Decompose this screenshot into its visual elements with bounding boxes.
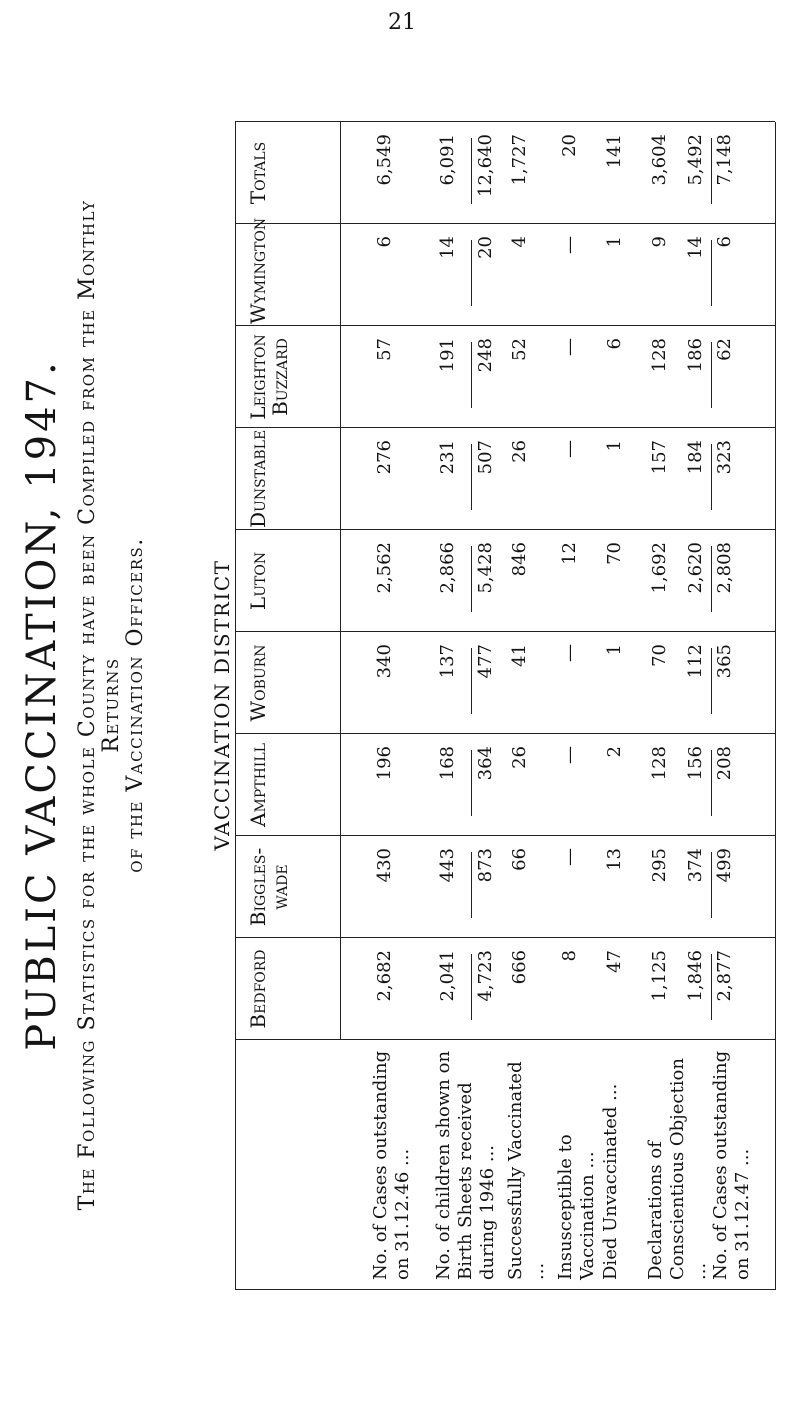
table-cell: 846 xyxy=(509,542,530,577)
table-cell: 1 xyxy=(604,236,625,248)
subtotal-cell: 186 xyxy=(685,338,706,373)
column-rule xyxy=(235,937,775,938)
subtotal-cell: 20 xyxy=(475,236,496,259)
subtotal-rule xyxy=(471,750,472,816)
table-cell: 9 xyxy=(649,236,670,248)
heading-block xyxy=(18,180,148,1230)
subtotal-rule xyxy=(711,138,712,204)
table-cell: 128 xyxy=(649,746,670,781)
table-cell: 14 xyxy=(437,236,458,259)
column-rule xyxy=(235,223,775,224)
table-cell: 2,866 xyxy=(437,542,458,594)
table-cell: 6 xyxy=(604,338,625,350)
column-rule xyxy=(235,631,775,632)
table-cell: 70 xyxy=(649,644,670,667)
page-title: PUBLIC VACCINATION, 1947. xyxy=(19,359,65,1051)
table-cell: 70 xyxy=(604,542,625,565)
table-cell: 196 xyxy=(374,746,395,781)
table-cell: 6,091 xyxy=(437,134,458,186)
table-cell: 276 xyxy=(374,440,395,475)
column-rule xyxy=(235,733,775,734)
subtotal-rule xyxy=(711,240,712,306)
table-cell: 430 xyxy=(374,848,395,883)
table-cell: 26 xyxy=(509,440,530,463)
subtitle-line-2: of the Vaccination Officers. xyxy=(123,537,148,873)
table-bottom-rule xyxy=(775,122,776,1290)
subtitle xyxy=(76,180,148,1230)
table-cell: 8 xyxy=(559,950,580,962)
table-cell: 128 xyxy=(649,338,670,373)
district-heading: VACCINATION DISTRICT xyxy=(210,559,234,851)
column-header: Wymington xyxy=(246,217,270,324)
column-header: Luton xyxy=(246,551,270,611)
subtotal-cell: 364 xyxy=(475,746,496,781)
table-cell: 1,692 xyxy=(649,542,670,594)
subtotal-cell: 2,620 xyxy=(685,542,706,594)
subtotal-cell: 477 xyxy=(475,644,496,679)
table-cell: — xyxy=(559,338,580,356)
subtotal-rule xyxy=(711,546,712,612)
table-cell: 26 xyxy=(509,746,530,769)
table-cell: — xyxy=(559,848,580,866)
header-bottom-rule xyxy=(340,122,341,1040)
row-label: Declarations of Conscientious Objection ... xyxy=(645,1058,710,1280)
subtotal-rule xyxy=(471,342,472,408)
row-label: No. of children shown on Birth Sheets received during 1946 ... xyxy=(433,1050,498,1280)
subtotal-rule xyxy=(471,852,472,918)
subtotal-rule xyxy=(711,954,712,1020)
subtotal-cell: 184 xyxy=(685,440,706,475)
column-header: Leighton Buzzard xyxy=(246,334,292,420)
table-cell: 6 xyxy=(374,236,395,248)
table-cell: 13 xyxy=(604,848,625,871)
table-top-rule xyxy=(235,122,236,1290)
table-cell: 4 xyxy=(509,236,530,248)
table-cell: — xyxy=(559,746,580,764)
table-cell: 2,562 xyxy=(374,542,395,594)
table-cell: 2,877 xyxy=(714,950,735,1002)
column-header: Bedford xyxy=(246,949,270,1029)
subtotal-rule xyxy=(711,648,712,714)
statistics-table xyxy=(175,120,785,1290)
row-label: No. of Cases outstanding on 31.12.46 ... xyxy=(370,1050,413,1280)
row-label: Died Unvaccinated ... xyxy=(600,1083,621,1280)
table-cell: 57 xyxy=(374,338,395,361)
column-rule xyxy=(235,427,775,428)
column-header: Totals xyxy=(246,141,270,205)
subtotal-cell: 14 xyxy=(685,236,706,259)
table-cell: 7,148 xyxy=(714,134,735,186)
table-cell: 2,041 xyxy=(437,950,458,1002)
table-cell: — xyxy=(559,236,580,254)
subtotal-rule xyxy=(471,138,472,204)
table-cell: 62 xyxy=(714,338,735,361)
table-cell: 141 xyxy=(604,134,625,169)
subtotal-cell: 12,640 xyxy=(475,134,496,197)
table-cell: 340 xyxy=(374,644,395,679)
subtotal-cell: 1,846 xyxy=(685,950,706,1002)
subtotal-rule xyxy=(471,954,472,1020)
table-cell: 66 xyxy=(509,848,530,871)
subtotal-rule xyxy=(471,444,472,510)
table-cell: 137 xyxy=(437,644,458,679)
subtotal-cell: 248 xyxy=(475,338,496,373)
table-cell: 41 xyxy=(509,644,530,667)
table-cell: 6,549 xyxy=(374,134,395,186)
subtotal-cell: 156 xyxy=(685,746,706,781)
row-label: No. of Cases outstanding on 31.12.47 ... xyxy=(710,1050,753,1280)
subtotal-cell: 5,428 xyxy=(475,542,496,594)
table-cell: 47 xyxy=(604,950,625,973)
subtotal-cell: 873 xyxy=(475,848,496,883)
column-header: Ampthill xyxy=(246,743,270,827)
table-cell: 1,125 xyxy=(649,950,670,1002)
table-cell: 365 xyxy=(714,644,735,679)
subtotal-cell: 4,723 xyxy=(475,950,496,1002)
subtotal-rule xyxy=(711,342,712,408)
subtotal-rule xyxy=(471,240,472,306)
table-cell: 2 xyxy=(604,746,625,758)
column-header: Biggles-wade xyxy=(246,847,292,927)
table-cell: 157 xyxy=(649,440,670,475)
subtotal-cell: 507 xyxy=(475,440,496,475)
subtitle-line-1: The Following Statistics for the whole County have been Compiled from the Monthly Returns xyxy=(75,199,124,1211)
row-label: Successfully Vaccinated ... xyxy=(505,1061,548,1280)
table-cell: 323 xyxy=(714,440,735,475)
table-cell: 3,604 xyxy=(649,134,670,186)
table-cell: 52 xyxy=(509,338,530,361)
table-cell: 168 xyxy=(437,746,458,781)
column-header: Woburn xyxy=(246,644,270,722)
table-cell: 208 xyxy=(714,746,735,781)
row-label: Insusceptible to Vaccination ... xyxy=(555,1134,598,1280)
table-cell: 666 xyxy=(509,950,530,985)
table-cell: 1 xyxy=(604,644,625,656)
column-rule xyxy=(235,121,775,122)
subtotal-cell: 5,492 xyxy=(685,134,706,186)
table-cell: 12 xyxy=(559,542,580,565)
table-cell: 2,682 xyxy=(374,950,395,1002)
subtotal-rule xyxy=(711,444,712,510)
subtotal-rule xyxy=(711,750,712,816)
subtotal-cell: 374 xyxy=(685,848,706,883)
column-header: Dunstable xyxy=(246,429,270,528)
table-cell: 20 xyxy=(559,134,580,157)
table-cell: 1 xyxy=(604,440,625,452)
table-cell: 295 xyxy=(649,848,670,883)
page-number: 21 xyxy=(388,10,416,35)
table-cell: 191 xyxy=(437,338,458,373)
table-cell: 6 xyxy=(714,236,735,248)
table-cell: 443 xyxy=(437,848,458,883)
subtotal-cell: 112 xyxy=(685,644,706,679)
table-cell: 2,808 xyxy=(714,542,735,594)
subtotal-rule xyxy=(711,852,712,918)
table-cell: 1,727 xyxy=(509,134,530,186)
table-cell: 231 xyxy=(437,440,458,475)
subtotal-rule xyxy=(471,546,472,612)
table-cell: — xyxy=(559,440,580,458)
column-rule xyxy=(235,1039,775,1040)
table-left-rule xyxy=(235,1289,775,1290)
column-rule xyxy=(235,835,775,836)
subtotal-rule xyxy=(471,648,472,714)
table-cell: — xyxy=(559,644,580,662)
table-cell: 499 xyxy=(714,848,735,883)
column-rule xyxy=(235,529,775,530)
column-rule xyxy=(235,325,775,326)
